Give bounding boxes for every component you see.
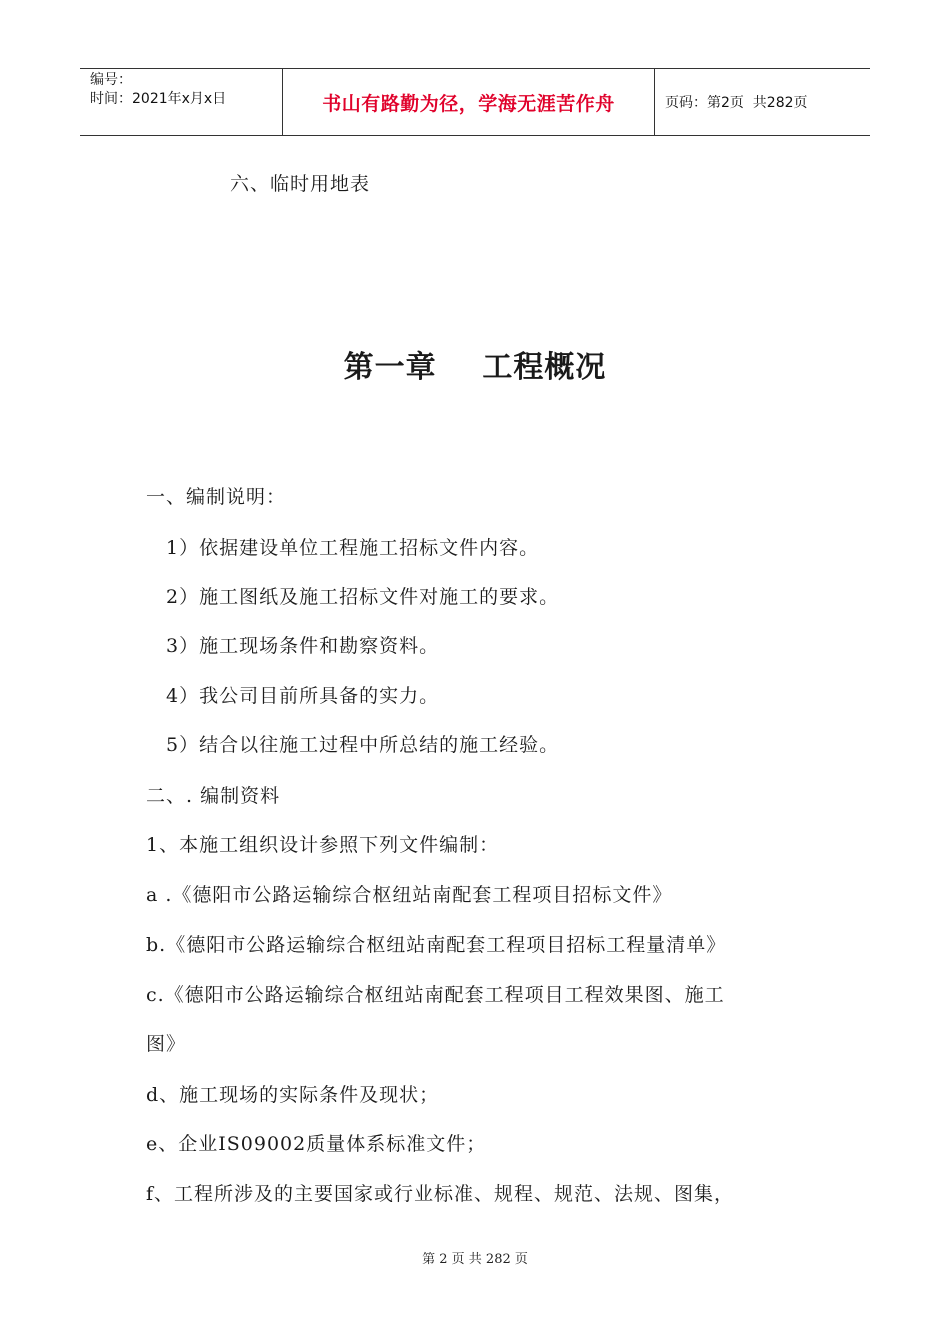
temporary-land-table-line: 六、临时用地表 [230, 173, 371, 195]
section1-item-2: 2）施工图纸及施工招标文件对施工的要求。 [166, 586, 560, 608]
header-meta [80, 69, 282, 135]
reference-item-c-continued: 图》 [146, 1033, 187, 1055]
section2-intro: 1、本施工组织设计参照下列文件编制： [146, 834, 500, 856]
section1-item-5: 5）结合以往施工过程中所总结的施工经验。 [166, 734, 560, 756]
page-footer: 第 2 页 共 282 页 [422, 1252, 528, 1267]
reference-item-c: c.《德阳市公路运输综合枢纽站南配套工程项目工程效果图、施工 [146, 984, 725, 1006]
reference-item-f: f、工程所涉及的主要国家或行业标准、规程、规范、法规、图集， [146, 1183, 735, 1205]
page-header [80, 68, 870, 136]
reference-item-d: d、施工现场的实际条件及现状； [146, 1084, 440, 1106]
header-motto: 书山有路勤为径，学海无涯苦作舟 [282, 69, 655, 135]
header-number-label: 编号： [90, 72, 132, 88]
header-page-info: 页码：第2页 共282页 [665, 95, 808, 111]
section1-item-1: 1）依据建设单位工程施工招标文件内容。 [166, 537, 540, 559]
section1-item-4: 4）我公司目前所具备的实力。 [166, 685, 440, 707]
chapter-title: 第一章 工程概况 [343, 350, 607, 385]
section1-heading: 一、编制说明： [146, 486, 287, 508]
section1-item-3: 3）施工现场条件和勘察资料。 [166, 635, 440, 657]
header-time-label: 时间：2021年x月x日 [90, 91, 227, 107]
reference-item-e: e、企业IS09002质量体系标准文件； [146, 1133, 487, 1155]
reference-item-b: b.《德阳市公路运输综合枢纽站南配套工程项目招标工程量清单》 [146, 934, 727, 956]
reference-item-a: a .《德阳市公路运输综合枢纽站南配套工程项目招标文件》 [146, 884, 673, 906]
section2-heading: 二、. 编制资料 [146, 785, 281, 807]
